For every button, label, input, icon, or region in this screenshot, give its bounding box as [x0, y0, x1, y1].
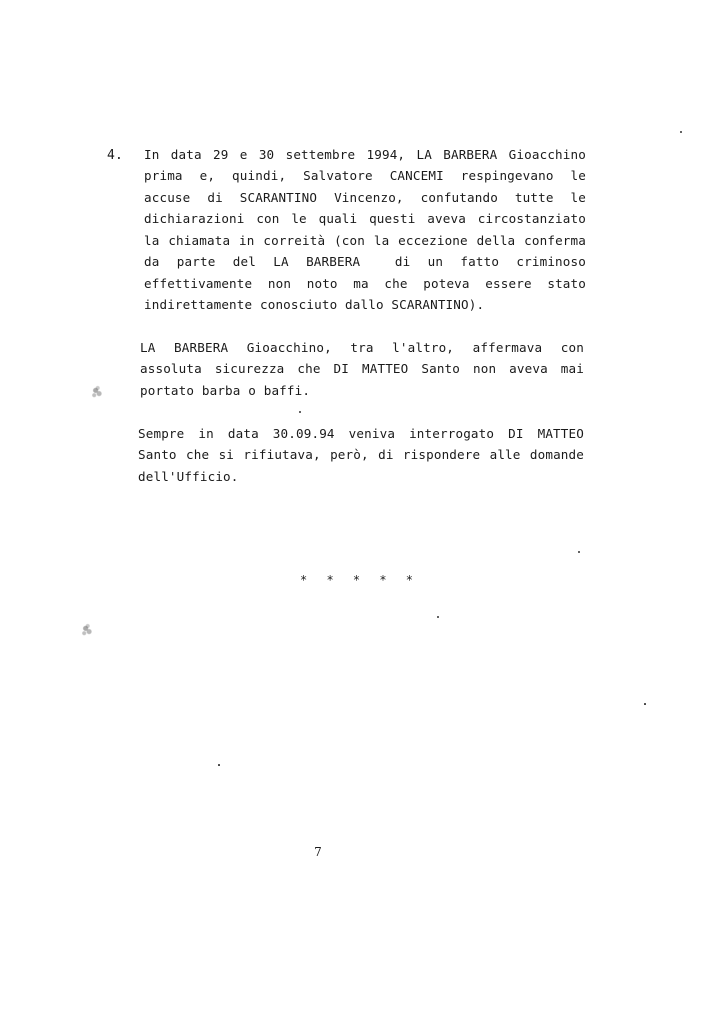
- section-separator: * * * * *: [300, 573, 420, 587]
- paragraph-line: prima e, quindi, Salvatore CANCEMI respingevano le: [144, 168, 586, 183]
- scan-speck: [437, 616, 439, 618]
- paragraph-line: da parte del LA BARBERA di un fatto criminoso: [144, 254, 586, 269]
- paragraph-line: dichiarazioni con le quali questi aveva circostanziato: [144, 211, 586, 226]
- page-number: 7: [314, 845, 322, 859]
- scan-speck: [578, 551, 580, 553]
- paragraph-line: Sempre in data 30.09.94 veniva interrogato DI MATTEO: [138, 426, 584, 441]
- paragraph-line: Santo che si rifiutava, però, di rispondere alle domande: [138, 447, 584, 462]
- paragraph-line: assoluta sicurezza che DI MATTEO Santo non aveva mai: [140, 361, 584, 376]
- scan-speck: [680, 131, 682, 133]
- scan-speck: [218, 764, 220, 766]
- item-number: 4.: [107, 148, 124, 163]
- paragraph-line: la chiamata in correità (con la eccezione della conferma: [144, 233, 586, 248]
- scan-speck: [299, 411, 301, 413]
- paragraph-line: In data 29 e 30 settembre 1994, LA BARBERA Gioacchino: [144, 147, 586, 162]
- paragraph-line: dell'Ufficio.: [138, 469, 239, 484]
- paragraph-line: indirettamente conosciuto dallo SCARANTINO).: [144, 297, 485, 312]
- paragraph-line: effettivamente non noto ma che poteva essere stato: [144, 276, 586, 291]
- paragraph-line: accuse di SCARANTINO Vincenzo, confutando tutte le: [144, 190, 586, 205]
- paragraph-line: LA BARBERA Gioacchino, tra l'altro, affermava con: [140, 340, 584, 355]
- scan-smudge: [90, 384, 104, 400]
- paragraph-line: portato barba o baffi.: [140, 383, 311, 398]
- scan-smudge: [80, 622, 94, 638]
- scan-speck: [644, 703, 646, 705]
